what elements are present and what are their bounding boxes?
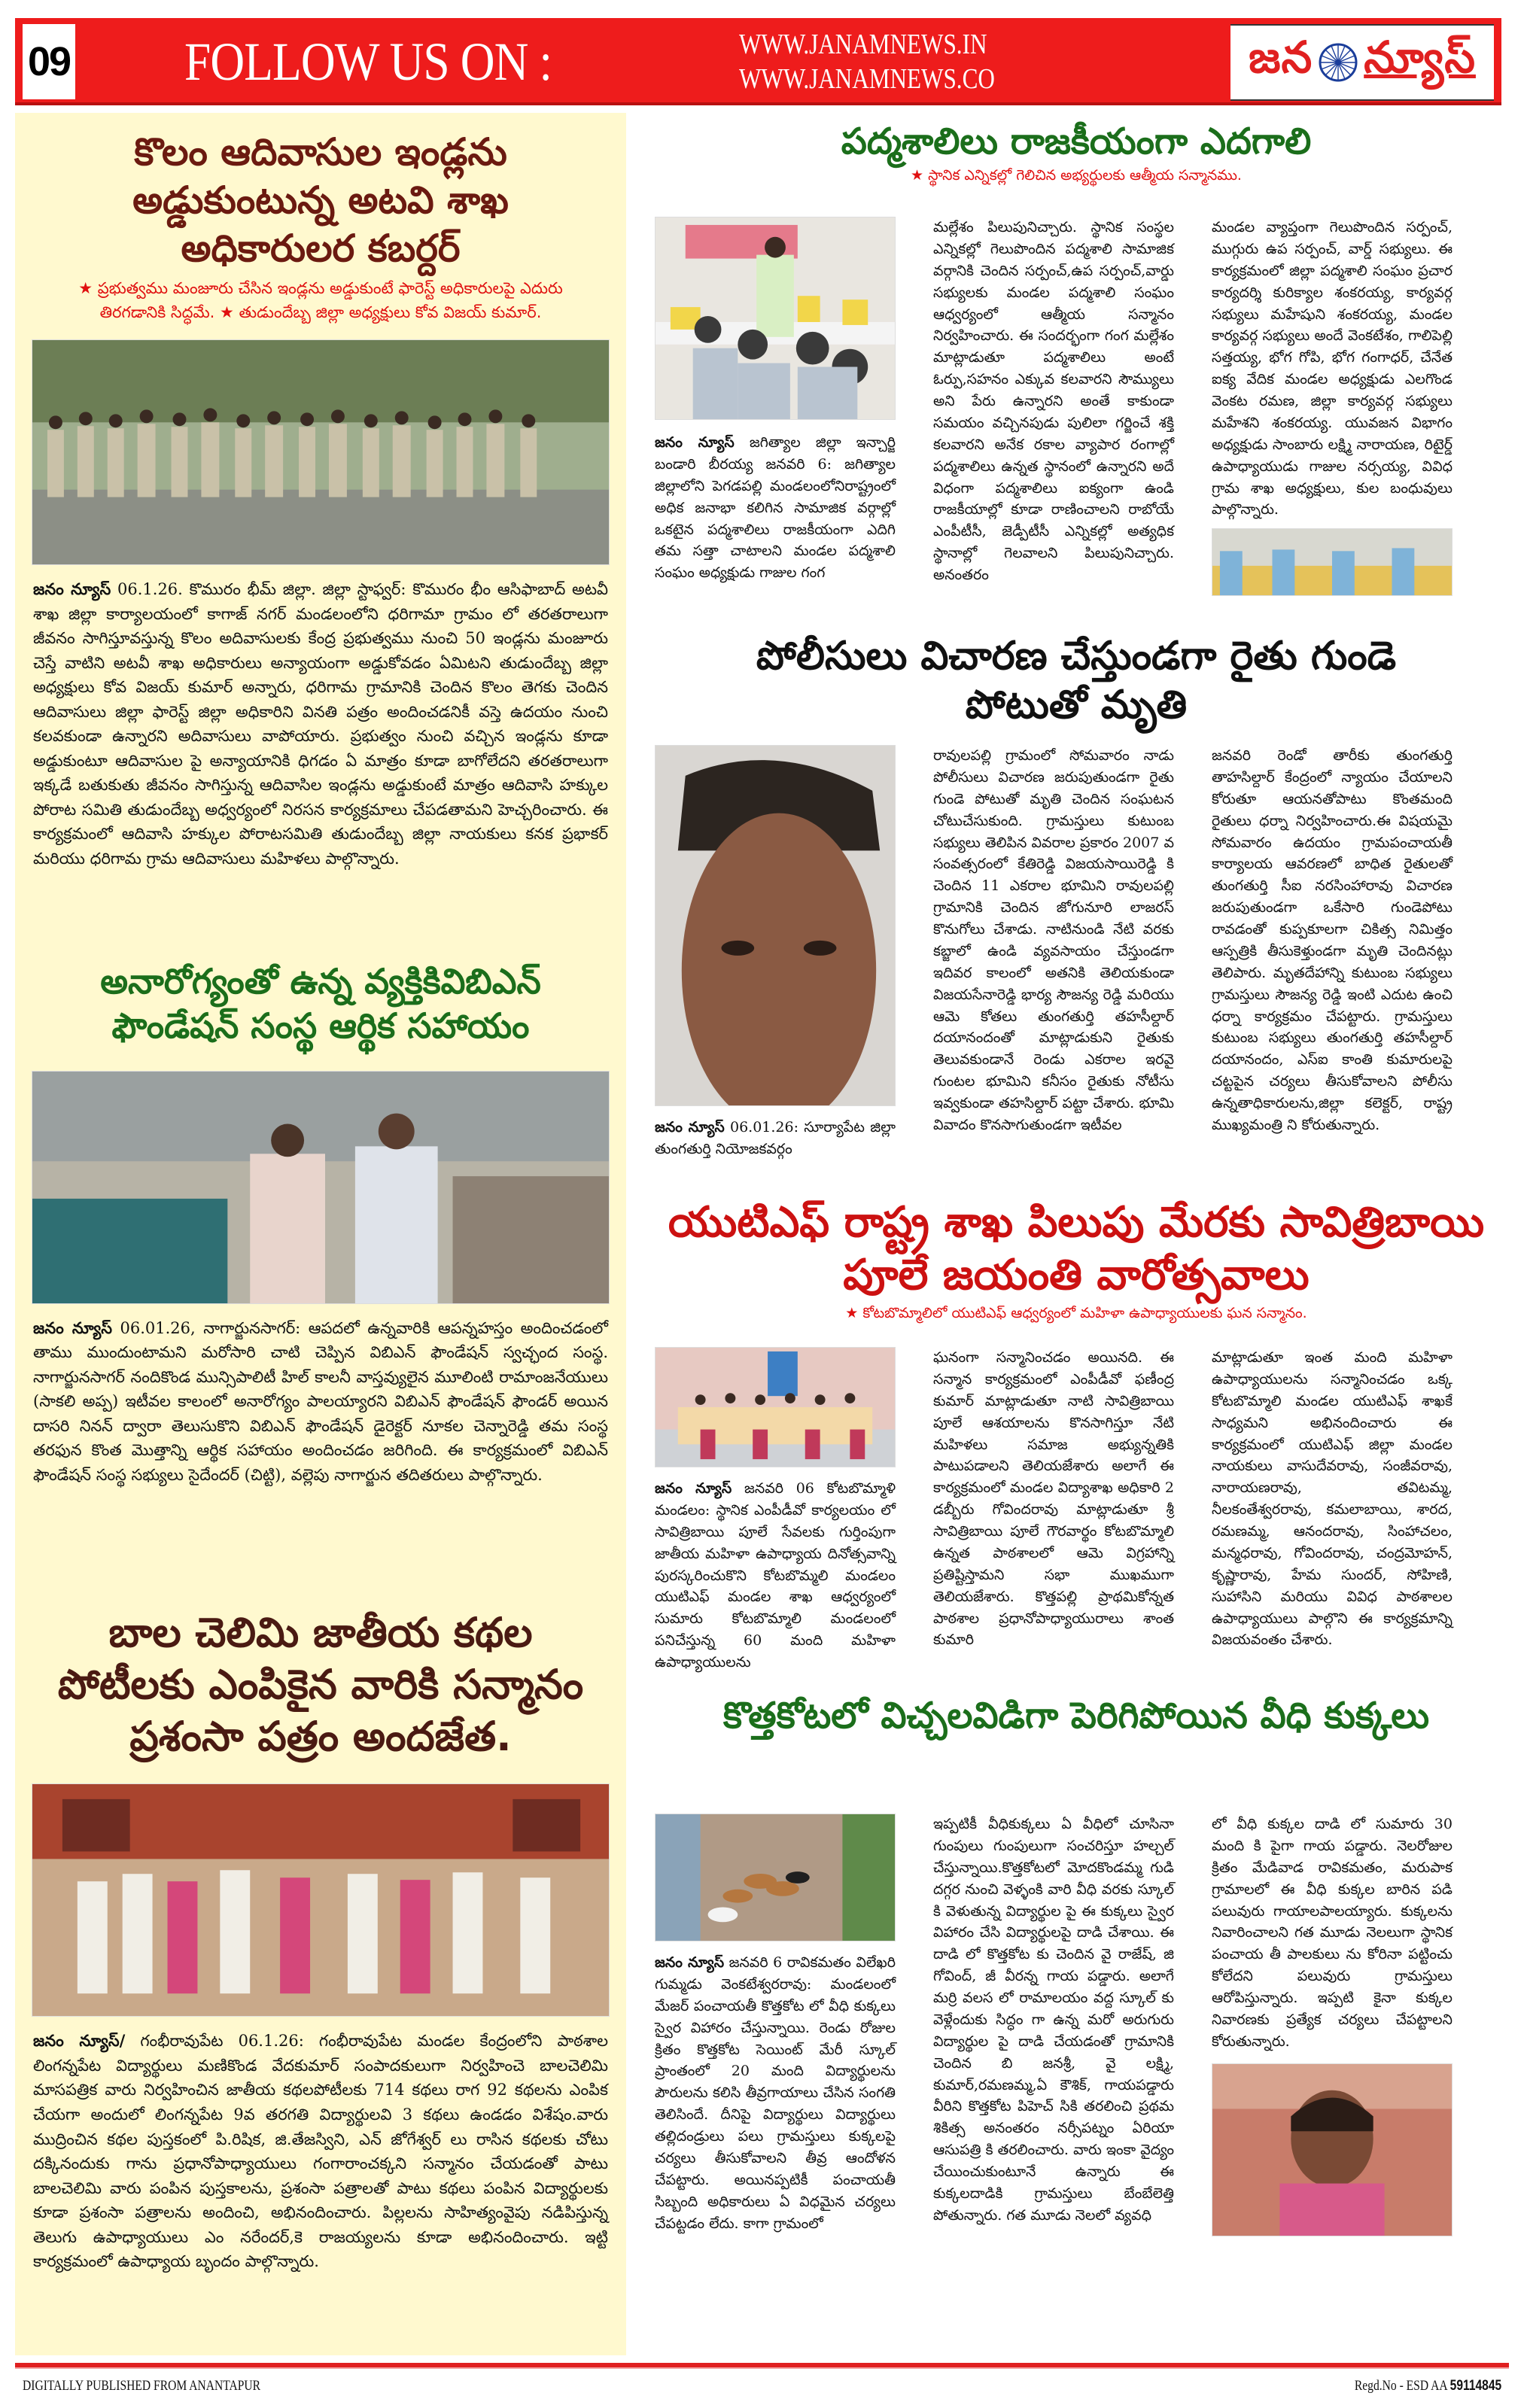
article-byline: జనం న్యూస్ [33, 580, 111, 598]
article-stray-dogs [640, 1693, 1513, 2355]
article-byline: జనం న్యూస్/ [33, 2032, 126, 2051]
article-column-2: ఇప్పటికీ వీధికుక్కలు ఏ వీధిలో చూసినా గుంపులు గుంపులుగా సంచరిస్తూ హల్చల్ చేస్తున్నాయి.కొత్తకోటలో మోదకొండమ్మ గుడి దగ్గర నుంచి వెళ్ళంకి వారి వీధి వరకు స్కూల్ కి వెళుతున్న విద్యార్థుల పై ఈ కుక్కలు స్వైర విహారం చేసి విద్యార్థులపై దాడి చేశాయి. ఈ దాడి లో కొత్తకోట కు చెందిన వై రాజేష్, జి గోవింద్, జీ వీరన్న గాయ పడ్డారు. అలాగే మర్రి వలస లో రామాలయం వద్ద స్కూల్ కు వెళ్లేందుకు సిద్ధం గా ఉన్న మరో అరుగురు విద్యార్థుల పై దాడి చేయడంతో గ్రామానికి చెందిన బి జనశ్రీ, వై లక్ష్మి, కుమార్,రమణమ్మ,ఏ కౌశిక్, గాయపడ్డారు వీరిని కొత్తకోట పిహెచ్ సికి తరలించి ప్రథమ శికిత్స అనంతరం నర్సీపట్నం ఏరియా ఆసుపత్రి కి తరలించారు. వారు ఇంకా వైద్యం చేయించుకుంటూనే ఉన్నారు ఈ కుక్కలదాడికి గ్రామస్తులు బేంబేలెత్తి పోతున్నారు. గత మూడు నెలలో వ్యవధి [933, 1816, 1174, 2224]
article-utf-savitribai [640, 1196, 1513, 1678]
article-headline: బాల చెలిమి జాతీయ కథల పోటీలకు ఎంపికైన వారికి సన్మానం ప్రశంసా పత్రం అందజేత. [57, 1609, 584, 1761]
article-headline: కొత్తకోటలో విచ్చలవిడిగా పెరిగిపోయిన వీధి కుక్కలు [722, 1695, 1430, 1737]
article-subheadline: ★ స్థానిక ఎన్నికల్లో గెలిచిన అభ్యర్థులకు ఆత్మీయ సన్మానము. [911, 167, 1242, 184]
article-subheadline: ★ కోటబొమ్మాలిలో యుటిఎఫ్ ఆధ్వర్యంలో మహిళా ఉపాధ్యాయులకు ఘన సన్మానం. [845, 1305, 1307, 1321]
article-column-2: ఘనంగా సన్మానించడం అయినది. ఈ సన్మాన కార్యక్రమంలో ఎంపీడీవో ఫణీంద్ర కుమార్ మాట్లాడుతూ నాటి సావిత్రిబాయి పూలే ఆశయాలను కొనసాగిస్తూ నేటి మహిళలు సమాజ అభ్యున్నతికి పాటుపడాలని తెలియజేశారు అలాగే ఈ కార్యక్రమంలో మండల విద్యాశాఖ అధికారి 2 డబ్బీరు గోవిందరావు మాట్లాడుతూ శ్రీ సావిత్రిబాయి పూలే గౌరవార్థం కోటబొమ్మాలి ఉన్నత పాఠశాలలో ఆమె విగ్రహాన్ని ప్రతిష్టిస్తామని సభా ముఖముగా తెలియజేశారు. కొత్తపల్లి ప్రాథమికోన్నత పాఠశాల ప్రధానోపాధ్యాయురాలు శాంత కుమారి [933, 1349, 1174, 1649]
footer-divider [15, 2363, 1509, 2367]
stray-dogs-photo [655, 1814, 896, 1941]
article-padmashali [640, 113, 1513, 625]
article-byline: జనం న్యూస్ [655, 1480, 732, 1497]
publication-location: DIGITALLY PUBLISHED FROM ANANTAPUR [23, 2378, 261, 2394]
article-byline: జనం న్యూస్ [655, 434, 735, 451]
registration-number: Regd.No - ESD AA 59114845 [1354, 2378, 1501, 2394]
article-column-3: లో వీధి కుక్కల దాడి లో సుమారు 30 మంది కి పైగా గాయ పడ్డారు. నెలరోజుల క్రితం మేడివాడ రావికమతం, మరుపాక గ్రామాలలో ఈ వీధి కుక్కల బారిన పడి పలువురు గాయాలపాలయ్యారు. కుక్కలను నివారించాలని గత మూడు నెలలుగా స్థానిక పంచాయ తీ పాలకులు ను కోరినా పట్టించు కోలేదని పలువురు గ్రామస్తులు ఆరోపిస్తున్నారు. ఇప్పటి కైనా కుక్కల నివారణకు ప్రత్యేక చర్యలు చేపట్టాలని కోరుతున్నారు. [1212, 1814, 1453, 2239]
article-body: జనం న్యూస్ 06.01.26, నాగార్జునసాగర్: ఆపదలో ఉన్నవారికి ఆపన్నహస్తం అందించడంలో తాము ముందుంటామని మరోసారి చాటి చెప్పిన విబిఎన్ ఫౌండేషన్ స్వచ్ఛంద సంస్థ. నాగార్జునసాగర్ నందికొండ మున్సిపాలిటీ హిల్ కాలనీ వాస్తవ్యులైన మూలింటి రామాంజనేయులు (సాకలి అప్ప) ఇటీవల కాలంలో అనారోగ్యం పాలయ్యారని విబిఎన్ ఫౌండేషన్ ఫౌండర్ అయిన దాసరి నినన్ ద్వారా తెలుసుకొని విబిఎన్ ఫౌండేషన్ డైరెక్టర్ నూకల చెన్నారెడ్డి తమ సంస్థ తరఫున కొంత మొత్తాన్ని ఆర్థిక సహాయం అందించడం జరిగింది. ఈ కార్యక్రమంలో విబిఎన్ ఫౌండేషన్ సంస్థ సభ్యులు సైదేందర్ (చిట్టి), వల్లెపు నాగార్జున తదితరులు పాల్గొన్నారు. [33, 1318, 608, 1485]
article-headline: పోలీసులు విచారణ చేస్తుండగా రైతు గుండె పోటుతో మృతి [756, 634, 1397, 728]
farmer-portrait-photo [655, 745, 896, 1106]
article-farmer-death [640, 632, 1513, 1181]
janam-news-logo [1230, 24, 1494, 101]
article-subheadline: ★ ప్రభుత్వము మంజూరు చేసిన ఇండ్లను అడ్డుకుంటే ఫారెస్ట్ అధికారులపై ఎదురు తిరగడానికి సిద్ధమే. ★ తుడుందేబ్బ జిల్లా అధ్యక్షులు కోవ విజయ్ కుమార్. [78, 279, 563, 321]
article-column-2: రావులపల్లి గ్రామంలో సోమవారం నాడు పోలీసులు విచారణ జరుపుతుండగా రైతు గుండె పోటుతో మృతి చెందిన సంఘటన చోటుచేసుకుంది. గ్రామస్తులు కుటుంబ సభ్యులు తెలిపిన వివరాల ప్రకారం 2007 వ సంవత్సరంలో కేతిరెడ్డి విజయసాయిరెడ్డి కి చెందిన 11 ఎకరాల భూమిని రావులపల్లి గ్రామానికి చెందిన జోగునూరి లాజరస్ కొనుగోలు చేశాడు. నాటినుండి నేటి వరకు కబ్జాలో ఉండి వ్యవసాయం చేస్తుండగా ఇదివర కాలంలో అతనికి తెలియకుండా విజయసేనారెడ్డి భార్య సౌజన్య రెడ్డి మరియు ఆమె కోతలు తుంగతుర్తి తహసీల్దార్ దయానందంతో మాట్లాడుకుని రైతుకు తెలువకుండానే రెండు ఎకరాల ఇరవై గుంటల భూమిని కనీసం రైతుకు నోటీసు ఇవ్వకుండా తహసిల్దార్ పట్టా చేశారు. భూమి వివాదం కొనసాగుతుండగా ఇటీవల [933, 747, 1174, 1133]
photo-caption: 06.01.26: సూర్యాపేట జిల్లా తుంగతుర్తి నియోజకవర్గం [655, 1119, 896, 1157]
article-vbn-foundation [15, 959, 626, 1488]
article-column-3: జనవరి రెండో తారీకు తుంగతుర్తి తాహసిల్దార్ కేంద్రంలో న్యాయం చేయాలని కోరుతూ ఆయనతోపాటు కొంతమంది రైతులు ధర్నా నిర్వహించారు.ఈ విషయమై సోమవారం ఉదయం గ్రామపంచాయతీ కార్యాలయ ఆవరణలో బాధిత రైతులతో తుంగతుర్తి సీఐ నరసింహారావు విచారణ జరుపుతుండగా ఒకేసారి గుండెపోటు రావడంతో కుప్పకూలగా చికిత్స నిమిత్తం ఆస్పత్రికి తీసుకెళ్తుండగా మృతి చెందినట్లు తెలిపారు. మృతదేహాన్ని కుటుంబ సభ్యులు గ్రామస్తులు సౌజన్య రెడ్డి ఇంటి ఎదుట ఉంచి ధర్నా కార్యక్రమం చేపట్టారు. గ్రామస్తులు కుటుంబ సభ్యులు తుంగతుర్తి తహసీల్దార్ దయానందం, ఎస్ఐ కాంతి కుమారులపై చట్టపైన చర్యలు తీసుకోవాలని పోలీసు ఉన్నతాధికారులను,జిల్లా కలెక్టర్, రాష్ట్ర ముఖ్యమంత్రి ని కోరుతున్నారు. [1212, 747, 1453, 1133]
women-teachers-group-photo [655, 1347, 896, 1467]
article-column-2: మల్లేశం పిలుపునిచ్చారు. స్థానిక సంస్థల ఎన్నికల్లో గెలుపొందిన పద్మశాలి సామాజిక వర్గానికి చెందిన సర్పంచ్,ఉప సర్పంచ్,వార్డు సభ్యులకు మండల పద్మశాలి సంఘం ఆధ్వర్యంలో ఆత్మీయ సన్మానం నిర్వహించారు. ఈ సందర్భంగా గంగ మల్లేశం మాట్లాడుతూ పద్మశాలిలు అంటే ఓర్పు,సహనం ఎక్కువ కలవారని సౌమ్యులు అని పేరు ఉన్నారని అంతే కాకుండా సమయం వచ్చినపుడు పులిలా గర్జించే శక్తి కలవారని అనేక రకాల వ్యాపార రంగాల్లో పద్మశాలిలు ఉన్నత స్థానంలో ఉన్నారని అదే విధంగా పద్మశాలిలు ఐక్యంగా ఉండి రాజకీయాల్లో కూడా రాణించాలని రాబోయే ఎంపీటీసీ, జెడ్పీటీసీ ఎన్నికల్లో అత్యధిక స్థానాల్లో గెలవాలని పిలుపునిచ్చారు. అనంతరం [933, 219, 1174, 583]
website-link-in[interactable]: WWW.JANAMNEWS.IN [739, 29, 987, 60]
article-column-3: మండల వ్యాప్తంగా గెలుపొందిన సర్పంచ్, ముగ్గురు ఉప సర్పంచ్, వార్డ్ సభ్యులు. ఈ కార్యక్రమంలో జిల్లా పద్మశాలి సంఘం ప్రచార కార్యదర్శి కురిక్యాల శంకరయ్య, కార్యవర్గ సభ్యులు మహేషుని శంకరయ్య, మండల కార్యవర్గ సభ్యులు అందే వెంకటేశం, గాలిపెల్లి సత్తయ్య, భోగ గోపి, భోగ గంగాధర్, చేనేత ఐక్య వేదిక మండల అధ్యక్షుడు ఎలగొండ వెంకట రమణ, జిల్లా కార్యవర్గ సభ్యులు మహేశని శంకరయ్య. యువజన విభాగం అధ్యక్షుడు సాంబారు లక్ష్మి నారాయణ, రిటైర్డ్ ఉపాధ్యాయుడు గాజుల నర్సయ్య, వివిధ గ్రామ శాఖ అధ్యక్షులు, కుల బంధువులు పాల్గొన్నారు. [1212, 217, 1453, 599]
follow-us-label: FOLLOW US ON : [184, 32, 552, 92]
article-column-1: జనం న్యూస్ జనవరి 06 కోటబొమ్మాళి మండలం: స్థానిక ఎంపీడీవో కార్యలయం లో సావిత్రిబాయి పూలే సేవలకు గుర్తింపుగా జాతీయ మహిళా ఉపాధ్యాయ దినోత్సవాన్ని పురస్కరించుకొని కోటబొమ్మలి మండలం యుటిఎఫ్ మండల శాఖ ఆధ్వర్యంలో సుమారు కోటబొమ్మాలి మండలంలో పనిచేస్తున్న 60 మంది మహిళా ఉపాధ్యాయులను [655, 1347, 896, 1674]
masthead [15, 18, 1501, 105]
article-byline: జనం న్యూస్ [655, 1119, 725, 1136]
felicitation-group-photo [1212, 528, 1453, 596]
left-column [15, 113, 626, 2355]
injured-child-photo [1212, 2063, 1453, 2236]
article-headline: అనారోగ్యంతో ఉన్న వ్యక్తికివిబిఎన్ ఫౌండేషన్ సంస్థ ఆర్థిక సహాయం [100, 961, 541, 1046]
article-column-1: జనం న్యూస్ జగిత్యాల జిల్లా ఇన్చార్జి బండారి బీరయ్య జనవరి 6: జగిత్యాల జిల్లాలోని పెగడపల్లి మండలంలోనిరాష్ట్రంలో అధిక జనాభా కలిగిన సామాజిక వర్గాల్లో ఒకటైన పద్మశాలిలు రాజకీయంగా ఎదిగి తమ సత్తా చాటాలని మండల పద్మశాలి సంఘం అధ్యక్షుడు గాజుల గంగ [655, 217, 896, 599]
meeting-photo [655, 217, 896, 420]
page-number: 09 [23, 24, 75, 99]
article-column-3: మాట్లాడుతూ ఇంత మంది మహిళా ఉపాధ్యాయులను సన్మానించడం ఒక్క కోటబొమ్మాలి మండల యుటిఎఫ్ శాఖకే సాధ్యమని అభినందించారు ఈ కార్యక్రమంలో యుటిఎఫ్ జిల్లా మండల నాయకులు వాసుదేవరావు, సంజీవరావు, నారాయణరావు, తవిటమ్మ, నీలకంతేశ్వరరావు, కమలాబాయి, శారద, రమణమ్మ, ఆనందరావు, సింహాచలం, మన్మధరావు, గోవిందరావు, చంద్రమోహన్, కృష్ణారావు, హేమ సుందర్, సోహిణి, సుహాసిని మరియు వివిధ పాఠశాలల ఉపాధ్యాయులు పాల్గొని ఈ కార్యక్రమాన్ని విజయవంతం చేశారు. [1212, 1349, 1453, 1649]
article-kolam-tribals [15, 128, 626, 871]
article-byline: జనం న్యూస్ [33, 1318, 113, 1337]
ashoka-chakra-icon [1317, 41, 1359, 84]
article-column-1: జనం న్యూస్ జనవరి 6 రావికమతం విలేఖరి గుమ్మడు వెంకటేశ్వరరావు: మండలంలో మేజర్ పంచాయతీ కొత్తకోట లో వీధి కుక్కలు స్వైర విహారం చేస్తున్నాయి. రెండు రోజుల క్రితం కొత్తకోట సెయింట్ మేరీ స్కూల్ ప్రాంతంలో 20 మంది విద్యార్థులను పౌరులను కలిసి తీవ్రగాయాలు చేసిన సంగతి తెలిసిందే. దీనిపై విద్యార్థులు విద్యార్థులు తల్లిదండ్రులు పలు గ్రామస్తులు కుక్కలపై చర్యలు తీసుకోవాలని తీవ్ర ఆందోళన చేపట్టారు. అయినప్పటికీ పంచాయతీ సిబ్బంది అధికారులు ఏ విధమైన చర్యలు చేపట్టడం లేదు. కాగా గ్రామంలో [655, 1814, 896, 2239]
article-column-1 [655, 745, 896, 1160]
article-byline: జనం న్యూస్ [655, 1954, 725, 1971]
article-headline: యుటిఎఫ్ రాష్ట్ర శాఖ పిలుపు మేరకు సావిత్రిబాయి పూలే జయంతి వారోత్సవాలు [668, 1198, 1485, 1300]
website-links [739, 27, 995, 96]
logo-text-right: న్యూస్ [1364, 31, 1476, 83]
article-bala-chelimi [15, 1607, 626, 2274]
article-headline: కొలం ఆదివాసుల ఇండ్లను అడ్డుకుంటున్న అటవి శాఖ అధికారులర కబర్దర్ [132, 130, 509, 270]
article-body: జనం న్యూస్ 06.1.26. కొమురం భీమ్ జిల్లా. జిల్లా స్టాఫ్వర్: కొమురం భీం ఆసిఫాబాద్ అటవీ శాఖ జిల్లా కార్యాలయంలో కాగాజ్ నగర్ మండలంలోని ధరిగామా గ్రామం లో తరతరాలుగా జీవనం సాగిస్తూవస్తున్న కొలం అదివాసులకు కేంద్ర ప్రభుత్వము నుంచి 50 ఇండ్లను మంజూరు చెస్తే వాటిని అటవీ శాఖ అధికారులు అన్యాయంగా అడ్డుకోవడం ఏమిటని తుడుందేబ్బ జిల్లా అధ్యక్షులు కోవ విజయ్ కుమార్ అన్నారు, ధరిగామ గ్రామానికి చెందిన కొలం తెగకు చెందిన ఆదివాసులు జిల్లా ఫారెస్ట్ జిల్లా అధికారిని వినతి పత్రం అందించడనికీ వస్తె ఉదయం నుంచి కలవకుండా ఉన్నారని అదివాసులు వాపోయారు. ప్రభుత్వం నుంచి వచ్చిన ఇండ్లను కూడా అడ్డుకుంటూ ఆదివాసుల పై అన్యాయానికి ధిగడం ఏ మాత్రం కూడా బాగోలేదని తరతరాలుగా ఇక్కడే బతుకుతు జీవనం సాగిస్తున్న ఆదివాసిల ఇండ్లను అడ్డుకుంటే మాత్రం ఆదివాసి హక్కుల పోరాట సమితి తుడుందేబ్బ అధ్వర్యంలో నిరసన కార్యక్రమాలు చేపడతామని హెచ్చరించారు. ఈ కార్యక్రమంలో ఆదివాసి హక్కుల పోరాటసమితి తుడుందేబ్బ జిల్లా నాయకులు కనక ప్రభాకర్ మరియు ధరిగామ గ్రామ ఆదివాసులు మహిళలు పాల్గొన్నారు. [33, 580, 608, 868]
website-link-co[interactable]: WWW.JANAMNEWS.CO [739, 63, 995, 95]
aid-handover-photo [32, 1071, 610, 1304]
tribal-group-photo [32, 339, 610, 565]
students-award-photo [32, 1783, 610, 2017]
logo-text-left: జన [1249, 31, 1313, 83]
article-headline: పద్మశాలిలు రాజకీయంగా ఎదగాలి [841, 120, 1312, 163]
article-body: జనం న్యూస్/ గంభీరావుపేట 06.1.26: గంభీరావుపేట మండల కేంద్రంలోని పాఠశాల లింగన్నపేట విద్యార్థులు మణికొండ వేదకుమార్ సంపాదకులుగా నిర్వహించె బాలచెలిమి మాసపత్రిక వారు నిర్వహించిన జాతీయ కథలపోటీలకు 714 కథలు రాగ 92 కథలను ఎంపిక చేయగా అందులో లింగన్నపేట 9వ తరగతి విద్యార్థులవి 3 కథలు ఉండడం విశేషం.వారు ముద్రించిన కథల పుస్తకంలో పి.రిషిక, జి.తేజస్విని, ఎన్ జోగేశ్వర్ లు రాసిన కథలకు చోటు దక్కినందుకు గాను ప్రధానోపాధ్యాయులు గంగారాంచక్కని సన్మానం చేయడంతో పాటు బాలచెలిమి వారు పంపిన పుస్తకాలను, ప్రశంసా పత్రాలతో పాటు కథలు పంపిన విద్యార్థులకు కూడా ప్రశంసా పత్రాలను అందించి, అభినందించారు. పిల్లలను సాహిత్యంవైపు నడిపిస్తున్న తెలుగు ఉపాధ్యాయులు ఎం నరేందర్,కె రాజయ్యలను కూడా అభినందించారు. ఇట్టి కార్యక్రమంలో ఉపాధ్యాయ బృందం పాల్గొన్నారు. [33, 2032, 608, 2271]
